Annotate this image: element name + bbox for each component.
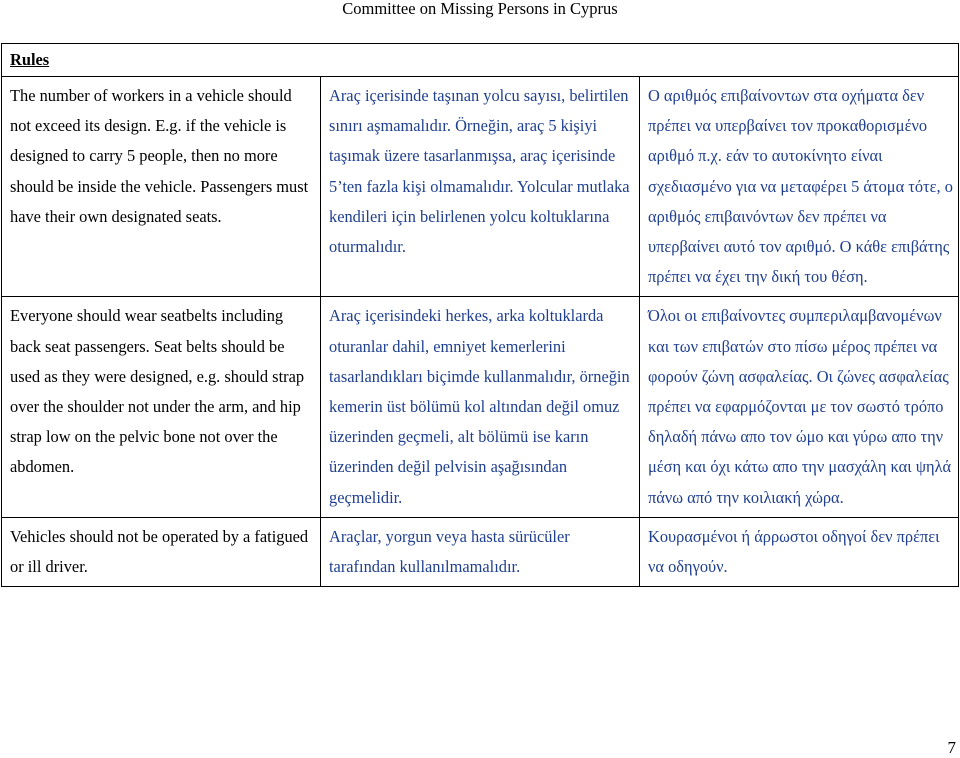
rule-english <box>2 517 321 586</box>
table-row <box>2 517 959 586</box>
rules-table <box>1 43 959 587</box>
header-title: Committee on Missing Persons in Cyprus <box>342 0 618 18</box>
rule-text-turkish: Araçlar, yorgun veya hasta sürücüler tarafından kullanılmamalıdır. <box>329 526 570 577</box>
page-number: 7 <box>947 738 956 757</box>
title-row <box>2 44 959 77</box>
table-row <box>2 77 959 297</box>
rule-text-english: Vehicles should not be operated by a fatigued or ill driver. <box>10 526 309 577</box>
rule-greek <box>640 297 959 517</box>
rule-english <box>2 77 321 297</box>
rule-text-english: The number of workers in a vehicle should not exceed its design. E.g. if the vehicle is designed to carry 5 people, then no more should be inside the vehicle. Passengers must have their own designated seats. <box>10 86 309 226</box>
section-title: Rules <box>2 44 959 77</box>
document-header <box>0 0 960 18</box>
rule-turkish <box>321 297 640 517</box>
rule-english <box>2 297 321 517</box>
table-row <box>2 297 959 517</box>
rule-text-greek: Όλοι οι επιβαίνοντες συμπεριλαμβανομένων και των επιβατών στο πίσω μέρος πρέπει να φορούν ζώνη ασφαλείας. Οι ζώνες ασφαλείας πρέπει να εφαρμόζονται με τον σωστό τρόπο δηλαδή πάνω απο τον ώμο και γύρω απο την μέση και όχι κάτω απο την μασχάλη και ψηλά πάνω από την κοιλιακή χώρα. <box>648 306 952 507</box>
rule-greek <box>640 77 959 297</box>
rule-text-greek: Ο αριθμός επιβαίνοντων στα οχήματα δεν πρέπει να υπερβαίνει τον προκαθορισμένο αριθμό π.χ. εάν το αυτοκίνητο είναι σχεδιασμένο για να μεταφέρει 5 άτομα τότε, ο αριθμός επιβαινόντων δεν πρέπει να υπερβαίνει αυτό τον αριθμό. Ο κάθε επιβάτης πρέπει να έχει την δική του θέση. <box>648 86 953 287</box>
rule-turkish <box>321 517 640 586</box>
rule-text-english: Everyone should wear seatbelts including back seat passengers. Seat belts should be used as they were designed, e.g. should strap over the shoulder not under the arm, and hip strap low on the pelvic bone not over the abdomen. <box>10 306 305 477</box>
rule-greek <box>640 517 959 586</box>
rule-text-turkish: Araç içerisindeki herkes, arka koltuklarda oturanlar dahil, emniyet kemerlerini tasarlandıkları biçimde kullanmalıdır, örneğin kemerin üst bölümü kol altından değil omuz üzerinden geçmeli, alt bölümü ise karın üzerinden değil pelvisin aşağısından geçmelidir. <box>329 306 630 507</box>
rule-text-turkish: Araç içerisinde taşınan yolcu sayısı, belirtilen sınırı aşmamalıdır. Örneğin, araç 5 kişiyi taşımak üzere tasarlanmışsa, araç içerisinde 5’ten fazla kişi olmamalıdır. Yolcular mutlaka kendileri için belirlenen yolcu koltuklarına oturmalıdır. <box>329 86 630 257</box>
rule-turkish <box>321 77 640 297</box>
rule-text-greek: Κουρασμένοι ή άρρωστοι οδηγοί δεν πρέπει να οδηγούν. <box>648 526 940 577</box>
